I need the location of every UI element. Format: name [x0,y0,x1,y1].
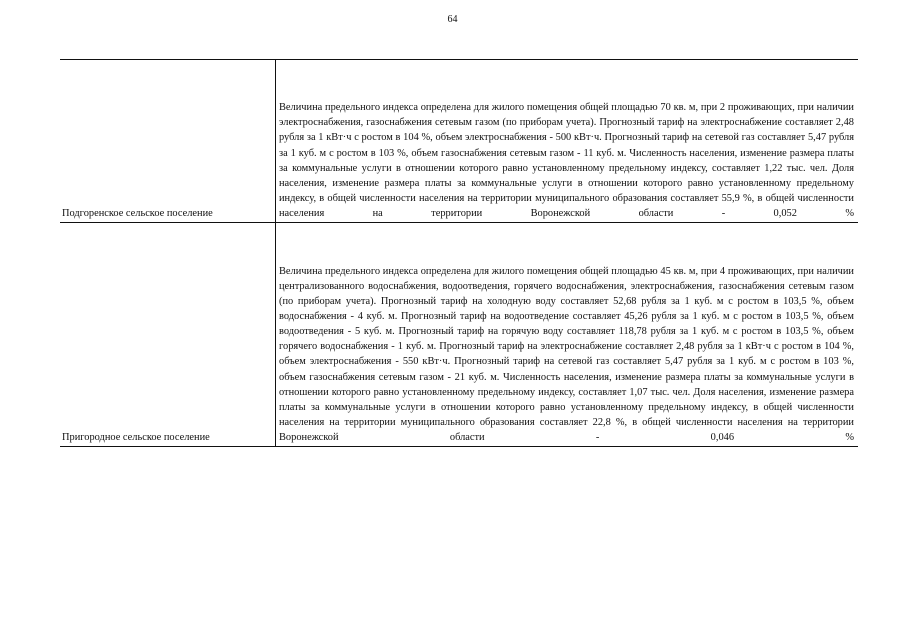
municipality-name: Пригородное сельское поселение [62,432,210,443]
municipality-name: Подгоренское сельское поселение [62,208,213,219]
municipality-cell [60,60,275,222]
index-description: Величина предельного индекса определена для жилого помещения общей площадью 70 кв. м, при 2 проживающих, при наличии электроснабжения, газоснабжения сетевым газом (по приборам учета). Прогнозный тариф на электроснабжение составляет 2,48 рубля за 1 кВт·ч с ростом в 104 %, объем электроснабжения - 500 кВт·ч. Прогнозный тариф на сетевой газ составляет 5,47 рубля за 1 куб. м с ростом в 103 %, объем газоснабжения сетевым газом - 11 куб. м. Численность населения, изменение размера платы за коммунальные услуги в отношении которого равно установленному предельному индексу, составляет 1,22 тыс. чел. Доля населения, изменение размера платы за коммунальные услуги в отношении которого равно установленному предельному индексу, в общей численности населения на территории муниципального образования составляет 55,9 %, в общей численности населения на территории Воронежской области - 0,052 % [279,102,854,219]
table-row [60,223,858,447]
index-table [60,59,858,447]
description-cell [275,223,858,446]
table-row [60,60,858,223]
index-description: Величина предельного индекса определена для жилого помещения общей площадью 45 кв. м, при 4 проживающих, при наличии централизованного водоснабжения, водоотведения, горячего водоснабжения, электроснабжения, газоснабжения сетевым газом (по приборам учета). Прогнозный тариф на холодную воду составляет 52,68 рубля за 1 куб. м с ростом в 103,5 %, объем водоснабжения - 4 куб. м. Прогнозный тариф на водоотведение составляет 45,26 рубля за 1 куб. м с ростом в 103,5 %, объем водоотведения - 5 куб. м. Прогнозный тариф на горячую воду составляет 118,78 рубля за 1 куб. м с ростом в 103,5 %, объем горячего водоснабжения - 1 куб. м. Прогнозный тариф на электроснабжение составляет 2,48 рубля за 1 кВт·ч с ростом в 104 %, объем электроснабжения - 550 кВт·ч. Прогнозный тариф на сетевой газ составляет 5,47 рубля за 1 куб. м с ростом в 103 %, объем газоснабжения сетевым газом - 21 куб. м. Численность населения, изменение размера платы за коммунальные услуги в отношении которого равно установленному предельному индексу, составляет 1,07 тыс. чел. Доля населения, изменение размера платы за коммунальные услуги в отношении которого равно установленному предельному индексу, в общей численности населения на территории муниципального образования составляет 22,8 %, в общей численности населения на территории Воронежской области - 0,046 % [279,265,854,443]
description-cell [275,60,858,222]
page-number: 64 [447,14,458,25]
municipality-cell [60,223,275,446]
